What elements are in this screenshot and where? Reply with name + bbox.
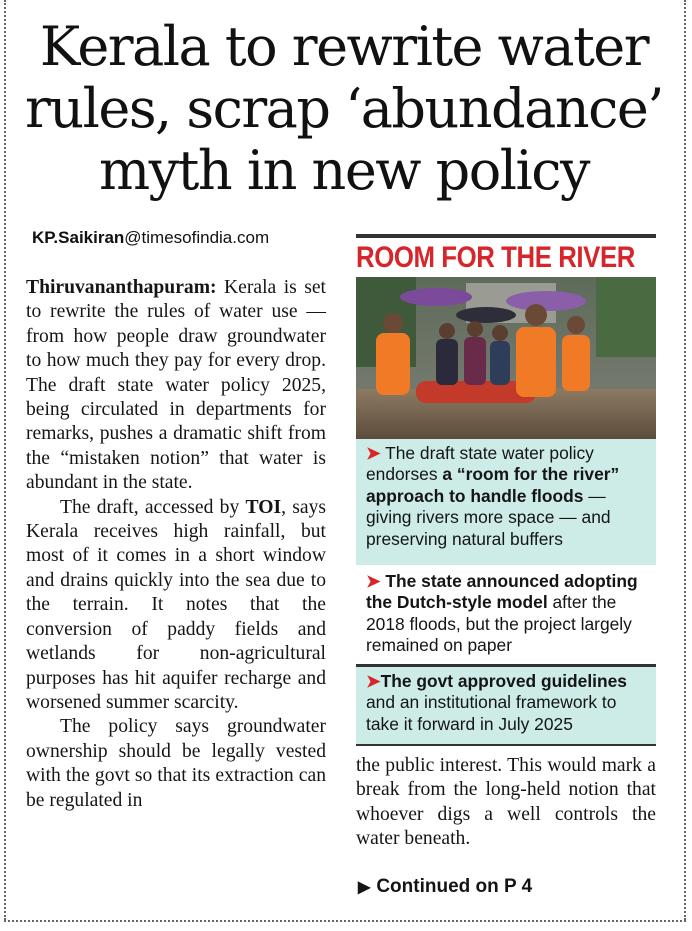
bullet-1-lead: The draft state water policy endorses bbox=[366, 443, 594, 485]
article-paragraph-3: The policy says groundwater ownership should be legally vested with the govt so that its extraction can be regulated in bbox=[26, 716, 326, 811]
article-left-column bbox=[26, 276, 326, 813]
byline-author: KP.Saikiran bbox=[32, 228, 125, 247]
right-dotted-border bbox=[684, 0, 686, 920]
sidebar-bullet-3 bbox=[356, 664, 656, 744]
article-paragraph-2 bbox=[26, 496, 326, 716]
bullet-arrow-icon: ➤ bbox=[366, 443, 381, 463]
continued-label: Continued on P 4 bbox=[376, 876, 533, 897]
bottom-dotted-border bbox=[4, 920, 686, 922]
sidebar-bullet-1 bbox=[356, 439, 656, 565]
toi-mention: TOI bbox=[245, 496, 282, 518]
flood-photo-illustration bbox=[356, 277, 656, 439]
bullet-arrow-icon: ➤ bbox=[366, 571, 381, 591]
paragraph-2-start: The draft, accessed by bbox=[60, 496, 246, 518]
continued-jump-line bbox=[358, 876, 532, 898]
byline bbox=[32, 228, 269, 248]
left-dotted-border bbox=[4, 0, 6, 920]
sidebar-bullet-2 bbox=[356, 567, 656, 661]
bullet-arrow-icon: ➤ bbox=[366, 671, 381, 691]
article-paragraph-1 bbox=[26, 276, 326, 496]
paragraph-1-text: Kerala is set to rewrite the rules of water use — from how people draw groundwater to how much they pay for every drop. The draft state water policy 2025, being circulated in departments for remarks, pushes a dramatic shift from the “mistaken notion” that water is abundant in the state. bbox=[26, 277, 326, 494]
bullet-2-tail: after the 2018 floods, but the project largely remained on paper bbox=[366, 592, 632, 656]
bullet-3-tail: and an institutional framework to take it forward in July 2025 bbox=[366, 692, 617, 734]
bullet-3-bold: The govt approved guidelines bbox=[380, 671, 627, 691]
headline: Kerala to rewrite water rules, scrap ‘abundance’ myth in new policy bbox=[25, 15, 663, 202]
paragraph-2-rest: , says Kerala receives high rainfall, but most of it comes in a short window and drains quickly into the sea due to the terrain. It notes that the conversion of paddy fields and wetlands for non-agricultural purposes has hit aquifer recharge and worsened summer scarcity. bbox=[26, 496, 326, 713]
sidebar-title: ROOM FOR THE RIVER bbox=[356, 241, 635, 274]
bullet-1-bold: a “room for the river” approach to handle floods bbox=[366, 464, 620, 506]
flood-rescue-photo bbox=[356, 277, 656, 439]
room-for-the-river-sidebar bbox=[356, 234, 656, 746]
sidebar-top-rule bbox=[356, 234, 656, 238]
article-right-column: the public interest. This would mark a break from the long-held notion that whoever digs a well controls the water beneath. bbox=[356, 755, 656, 850]
byline-email: @timesofindia.com bbox=[124, 228, 270, 247]
bullet-2-bold: The state announced adopting the Dutch-style model bbox=[366, 571, 638, 613]
play-triangle-icon: ▶ bbox=[358, 879, 371, 896]
sidebar-bottom-rule bbox=[356, 744, 656, 746]
dateline: Thiruvananthapuram: bbox=[26, 277, 217, 298]
bullet-1-tail: — giving rivers more space — and preserving natural buffers bbox=[366, 485, 611, 549]
